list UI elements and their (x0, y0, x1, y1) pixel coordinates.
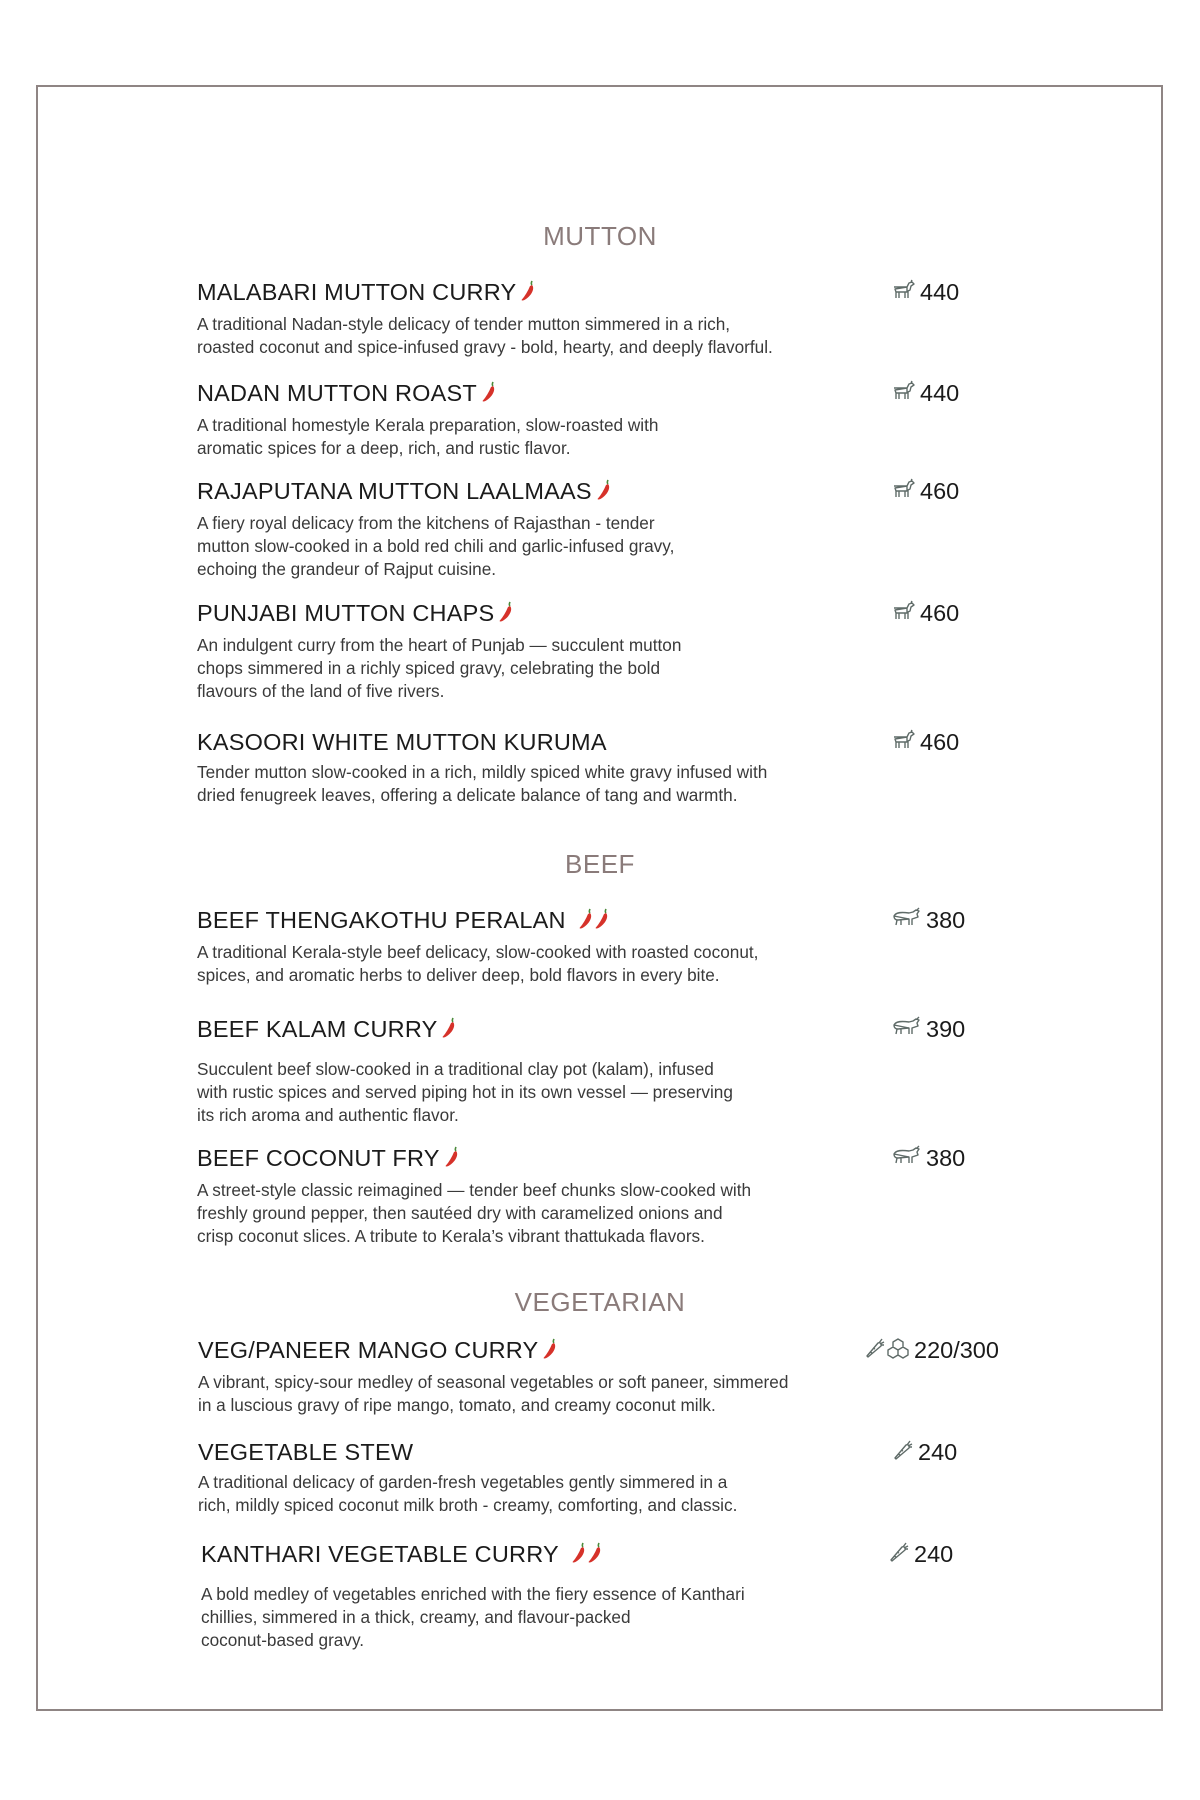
menu-item-price-group (864, 1335, 1064, 1365)
goat-icon (892, 600, 916, 627)
chili-icon (596, 478, 612, 508)
chili-icon (441, 1016, 457, 1046)
menu-item-name-text: KASOORI WHITE MUTTON KURUMA (197, 729, 607, 755)
section-title-beef: BEEF (565, 849, 635, 879)
menu-item-price-group (892, 378, 1092, 408)
goat-icon (892, 279, 916, 306)
menu-item (198, 1335, 1058, 1417)
menu-item-price: 240 (918, 1439, 958, 1465)
goat-icon (892, 478, 916, 505)
menu-item-price-group (892, 476, 1092, 506)
menu-item (197, 905, 1057, 987)
goat-icon (892, 729, 916, 756)
menu-item-price-group (892, 1437, 1092, 1467)
menu-item-price-group (892, 905, 1092, 935)
menu-item-description: A street-style classic reimagined — tender beef chunks slow-cooked with freshly ground pepper, then sautéed dry with caramelized onions and crisp coconut slices. A tribute to Kerala’s vibrant thattukada flavors. (197, 1179, 752, 1246)
bull-icon (892, 1016, 922, 1043)
menu-item-name-text: MALABARI MUTTON CURRY (197, 279, 517, 305)
menu-item-name-text: VEGETABLE STEW (198, 1439, 414, 1465)
menu-item (197, 1143, 1057, 1248)
menu-item-name-text: NADAN MUTTON ROAST (197, 380, 477, 406)
menu-item-name-text: BEEF COCONUT FRY (197, 1145, 440, 1171)
menu-item-name-text: RAJAPUTANA MUTTON LAALMAAS (197, 478, 592, 504)
bull-icon (892, 907, 922, 934)
menu-item-price: 380 (926, 1145, 966, 1171)
menu-item (201, 1539, 1061, 1652)
menu-item (197, 476, 1057, 581)
menu-item (197, 277, 1057, 359)
menu-item-price-group (892, 1143, 1092, 1173)
menu-item-price: 460 (920, 729, 960, 755)
section-title-vegetarian: VEGETARIAN (514, 1287, 686, 1317)
menu-item-name-text: VEG/PANEER MANGO CURRY (198, 1337, 539, 1363)
menu-item-description: Tender mutton slow-cooked in a rich, mildly spiced white gravy infused with dried fenugreek leaves, offering a delicate balance of tang and warmth. (197, 762, 768, 805)
carrot-icon (888, 1541, 910, 1568)
menu-item-price-group (892, 598, 1092, 628)
menu-item-name-text: BEEF KALAM CURRY (197, 1016, 438, 1042)
paneer-icon (886, 1337, 910, 1364)
menu-item-description: Succulent beef slow-cooked in a traditional clay pot (kalam), infused with rustic spices and served piping hot in its own vessel — preserving its rich aroma and authentic flavor. (197, 1058, 733, 1125)
menu-item (197, 378, 1057, 460)
menu-item (197, 1014, 1057, 1127)
menu-item-description: A traditional Kerala-style beef delicacy, slow-cooked with roasted coconut, spices, and aromatic herbs to deliver deep, bold flavors in every bite. (197, 941, 759, 985)
menu-item-description: A vibrant, spicy-sour medley of seasonal vegetables or soft paneer, simmered in a luscious gravy of ripe mango, tomato, and creamy coconut milk. (198, 1371, 789, 1415)
chili-icon (498, 600, 514, 630)
section-title-mutton: MUTTON (543, 221, 657, 251)
menu-item-price-group (888, 1539, 1088, 1569)
menu-item-description: A bold medley of vegetables enriched with the fiery essence of Kanthari chillies, simmered in a thick, creamy, and flavour-packed coconut-based gravy. (201, 1583, 745, 1650)
chili-icon (481, 380, 497, 410)
menu-item-name-text: KANTHARI VEGETABLE CURRY (201, 1541, 559, 1567)
menu-item-price: 460 (920, 600, 960, 626)
menu-item-price: 460 (920, 478, 960, 504)
carrot-icon (864, 1337, 886, 1364)
menu-item-price: 380 (926, 907, 966, 933)
menu-item-price-group (892, 277, 1092, 307)
double-chili-icon (571, 1541, 603, 1571)
goat-icon (892, 380, 916, 407)
menu-item (197, 727, 1057, 807)
chili-icon (520, 279, 536, 309)
menu-item-price-group (892, 1014, 1092, 1044)
menu-item-name-text: BEEF THENGAKOTHU PERALAN (197, 907, 566, 933)
menu-item-price: 440 (920, 279, 960, 305)
menu-item-name-text: PUNJABI MUTTON CHAPS (197, 600, 495, 626)
menu-item-description: An indulgent curry from the heart of Punjab — succulent mutton chops simmered in a richly spiced gravy, celebrating the bold flavours of the land of five rivers. (197, 634, 682, 701)
menu-item-price-group (892, 727, 1092, 757)
menu-item-price: 440 (920, 380, 960, 406)
menu-item-price: 390 (926, 1016, 966, 1042)
menu-item-description: A traditional delicacy of garden-fresh vegetables gently simmered in a rich, mildly spiced coconut milk broth - creamy, comforting, and classic. (198, 1472, 738, 1515)
chili-icon (444, 1145, 460, 1175)
bull-icon (892, 1145, 922, 1172)
menu-item-description: A fiery royal delicacy from the kitchens of Rajasthan - tender mutton slow-cooked in a bold red chili and garlic-infused gravy, echoing the grandeur of Rajput cuisine. (197, 512, 675, 579)
double-chili-icon (578, 907, 610, 937)
menu-item-price: 220/300 (914, 1337, 999, 1363)
menu-item-description: A traditional Nadan-style delicacy of tender mutton simmered in a rich, roasted coconut and spice-infused gravy - bold, hearty, and deeply flavorful. (197, 313, 773, 357)
menu-item (197, 598, 1057, 703)
chili-icon (542, 1337, 558, 1367)
menu-item-description: A traditional homestyle Kerala preparation, slow-roasted with aromatic spices for a deep, rich, and rustic flavor. (197, 414, 659, 458)
menu-item-price: 240 (914, 1541, 954, 1567)
menu-item (198, 1437, 1058, 1517)
carrot-icon (892, 1439, 914, 1466)
